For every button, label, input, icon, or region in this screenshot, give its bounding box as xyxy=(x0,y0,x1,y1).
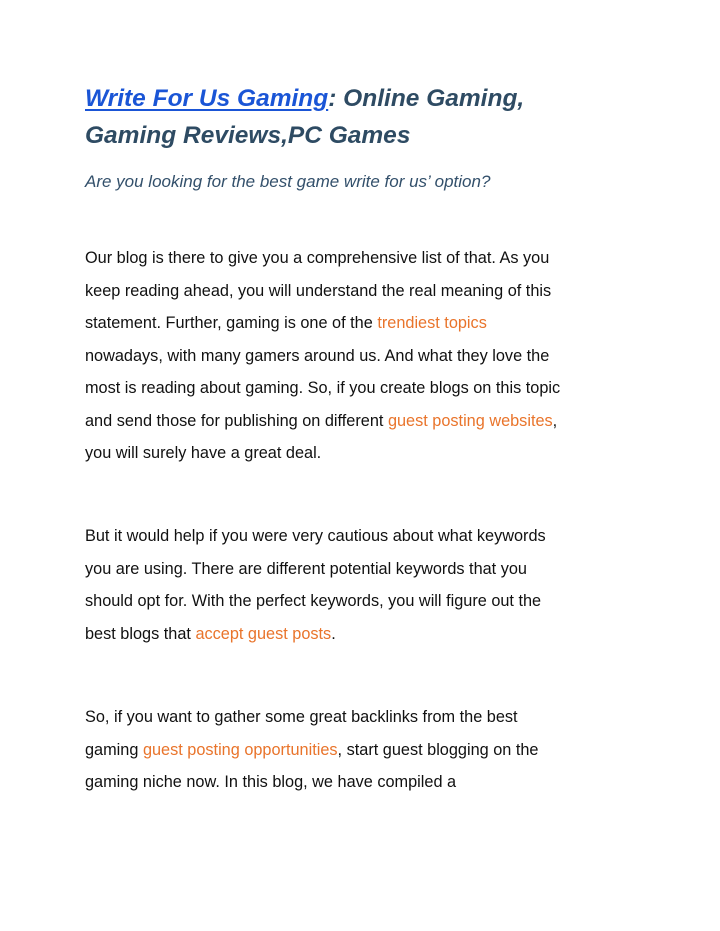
paragraph-line: should opt for. With the perfect keywords, you will figure out the xyxy=(85,592,542,610)
paragraph-line xyxy=(85,307,645,340)
paragraph-line: you will surely have a great deal. xyxy=(85,444,322,462)
paragraph-text: gaming xyxy=(85,740,143,759)
link-guest-posting-opportunities[interactable]: guest posting opportunities xyxy=(142,740,338,759)
title-link-write-for-us-gaming[interactable]: Write For Us Gaming xyxy=(85,85,329,112)
subtitle: Are you looking for the best game write for us’ option? xyxy=(85,172,491,191)
link-trendiest-topics[interactable]: trendiest topics xyxy=(377,314,487,332)
paragraph-line: Our blog is there to give you a comprehensive list of that. As you xyxy=(85,249,550,267)
paragraph-text: best blogs that xyxy=(85,624,196,643)
paragraph-text: , start guest blogging on the xyxy=(337,740,539,759)
link-accept-guest-posts[interactable]: accept guest posts xyxy=(195,624,332,643)
link-guest-posting-websites[interactable]: guest posting websites xyxy=(387,411,553,430)
paragraph-line xyxy=(85,734,645,767)
paragraph-line: So, if you want to gather some great backlinks from the best xyxy=(85,708,518,726)
paragraph-backlinks xyxy=(85,701,645,799)
title-line-2: Gaming Reviews,PC Games xyxy=(85,122,411,149)
paragraph-intro xyxy=(85,242,645,470)
paragraph-line: But it would help if you were very cautious about what keywords xyxy=(85,527,546,545)
paragraph-text: statement. Further, gaming is one of the xyxy=(85,314,378,332)
paragraph-line: gaming niche now. In this blog, we have compiled a xyxy=(85,773,457,791)
paragraph-text: and send those for publishing on different xyxy=(85,411,388,430)
paragraph-line xyxy=(85,618,645,651)
paragraph-line: keep reading ahead, you will understand the real meaning of this xyxy=(85,281,552,300)
title-text: : Online Gaming, xyxy=(328,85,525,112)
paragraph-keywords xyxy=(85,520,645,650)
page-title xyxy=(85,80,645,154)
paragraph-line: nowadays, with many gamers around us. And what they love the xyxy=(85,346,550,365)
paragraph-line: most is reading about gaming. So, if you create blogs on this topic xyxy=(85,379,561,397)
paragraph-text: , xyxy=(552,411,558,430)
paragraph-line xyxy=(85,405,645,438)
title-line-1 xyxy=(85,80,645,117)
paragraph-line: you are using. There are different potential keywords that you xyxy=(85,559,527,578)
paragraph-text: . xyxy=(331,624,336,643)
